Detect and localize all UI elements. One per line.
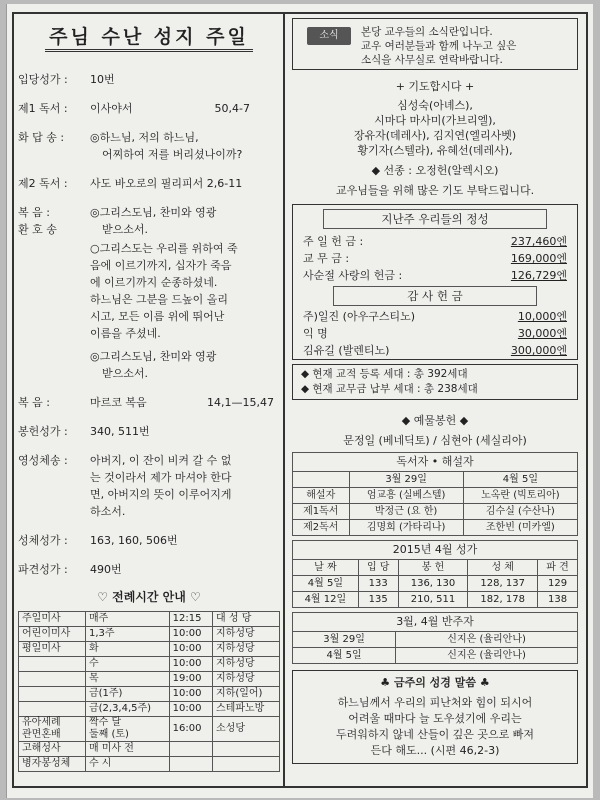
schedule-cell: [19, 672, 86, 687]
schedule-cell: 고해성사: [19, 742, 86, 757]
reader-header: [293, 472, 578, 488]
thanks-row-amount: 30,000엔: [517, 327, 567, 340]
schedule-cell: 10:00: [169, 687, 212, 702]
schedule-row: [19, 657, 280, 672]
reader-cell: 조한빈 (미카엘): [463, 520, 577, 536]
reader-table: [292, 471, 578, 536]
schedule-cell: 금(2,3,4,5주): [85, 702, 169, 717]
hymn-cell: 182, 178: [468, 592, 538, 608]
schedule-cell: [169, 742, 212, 757]
offering-row-amount: 237,460엔: [510, 235, 567, 248]
offering-row-label: 주 일 헌 금 :: [303, 235, 364, 248]
schedule-cell: 금(1주): [85, 687, 169, 702]
schedule-cell: [19, 657, 86, 672]
hymn-header: [293, 560, 578, 576]
schedule-row: [19, 687, 280, 702]
offering-row: [293, 233, 577, 250]
news-box: 소식 본당 교우들의 소식란입니다. 교우 여러분들과 함께 나누고 싶은 소식을 사무실로 연락바랍니다.: [292, 18, 578, 70]
reader-header-cell: 4월 5일: [463, 472, 577, 488]
communion-antiphon: 영성체송 : 아버지, 이 잔이 비켜 갈 수 없 는 것이라서 제가 마셔야 한다 면, 아버지의 뜻이 이루어지게 하소서.: [18, 454, 232, 518]
recessional-hymn: 파견성가 : 490번: [18, 563, 122, 576]
schedule-cell: 매 미사 전: [85, 742, 169, 757]
schedule-table: [18, 611, 280, 772]
hymn-header-cell: 파 견: [538, 560, 578, 576]
hymn-cell: 135: [358, 592, 398, 608]
schedule-cell: 지하성당: [213, 657, 280, 672]
offering-row-amount: 169,000엔: [510, 252, 567, 265]
hymn-row: [293, 592, 578, 608]
schedule-cell: 1,3주: [85, 627, 169, 642]
schedule-cell: 어린이미사: [19, 627, 86, 642]
hymn-cell: 128, 137: [468, 576, 538, 592]
schedule-cell: 지하(일어): [213, 687, 280, 702]
schedule-row: [19, 672, 280, 687]
schedule-row: [19, 642, 280, 657]
schedule-cell: 10:00: [169, 627, 212, 642]
schedule-cell: 스테파노방: [213, 702, 280, 717]
reader-row: [293, 504, 578, 520]
household-box: ◆ 현재 교적 등록 세대 : 총 392세대 ◆ 현재 교무금 납부 세대 : 총 238세대: [292, 364, 578, 400]
thanks-row-amount: 300,000엔: [510, 344, 567, 357]
communion-hymn: 성체성가 : 163, 160, 506번: [18, 534, 178, 547]
thanks-row-label: 주)일진 (아우구스티노): [303, 310, 416, 323]
bible-box: ♣ 금주의 성경 말씀 ♣ 하느님께서 우리의 피난처와 힘이 되시어 어려울 때마다 늘 도우셨기에 우리는 두려워하지 않네 산들이 깊은 곳으로 빠져 든다 해도... (시편 46,2-3): [292, 670, 578, 764]
schedule-title: ♡ 전례시간 안내 ♡: [97, 590, 201, 604]
thanks-row: [293, 308, 577, 325]
first-reading: 제1 독서 : 이사야서 50,4-7: [18, 102, 250, 115]
schedule-cell: 수: [85, 657, 169, 672]
reader-row: [293, 488, 578, 504]
schedule-cell: [19, 687, 86, 702]
reader-cell: 제2독서: [293, 520, 350, 536]
schedule-cell: [19, 702, 86, 717]
hymn-header-cell: 성 체: [468, 560, 538, 576]
reader-header-cell: [293, 472, 350, 488]
schedule-row: [19, 757, 280, 772]
hymn-cell: 210, 511: [398, 592, 468, 608]
organist-cell: 4월 5일: [293, 648, 396, 664]
reader-cell: 엄교흥 (실베스텔): [349, 488, 463, 504]
hymn-cell: 129: [538, 576, 578, 592]
reader-heading: 독서자 • 해설자: [292, 452, 578, 471]
schedule-cell: 화: [85, 642, 169, 657]
schedule-cell: 16:00: [169, 717, 212, 742]
schedule-cell: 19:00: [169, 672, 212, 687]
offertory-hymn: 봉헌성가 : 340, 511번: [18, 425, 150, 438]
prayer-list: 심성숙(아녜스), 시마다 마사미(가브리엘), 장유자(데레사), 김지연(엘리사벳) 황기자(스텔라), 유혜선(데레사), ◆ 선종 : 오정헌(알렉시오) 교우님들을 위해 많은 기도 부탁드립니다.: [335, 99, 535, 197]
thanks-row-label: 김유길 (발렌티노): [303, 344, 390, 357]
entrance-hymn: 입당성가 : 10번: [18, 73, 115, 86]
hymn-cell: 133: [358, 576, 398, 592]
organist-heading: 3월, 4월 반주자: [292, 612, 578, 631]
offertory-heading: ◆ 예물봉헌 ◆: [401, 414, 469, 427]
reader-cell: 노옥란 (빅토리아): [463, 488, 577, 504]
schedule-cell: [213, 742, 280, 757]
hymn-header-cell: 입 당: [358, 560, 398, 576]
offering-row-label: 교 무 금 :: [303, 252, 350, 265]
offering-row: [293, 267, 577, 284]
offertory-names: 문정일 (베네딕토) / 심현아 (세실리아): [343, 434, 527, 447]
reader-cell: 제1독서: [293, 504, 350, 520]
reader-cell: 김수실 (수산나): [463, 504, 577, 520]
schedule-cell: 소성당: [213, 717, 280, 742]
reader-cell: 해설자: [293, 488, 350, 504]
page-title: 주님 수난 성지 주일: [18, 22, 280, 49]
hymn-table: [292, 559, 578, 608]
offering-row-label: 사순절 사랑의 헌금 :: [303, 269, 403, 282]
hymn-cell: 4월 12일: [293, 592, 359, 608]
organist-cell: 3월 29일: [293, 632, 396, 648]
schedule-cell: 10:00: [169, 657, 212, 672]
hymn-row: [293, 576, 578, 592]
schedule-cell: 지하성당: [213, 627, 280, 642]
schedule-cell: 평일미사: [19, 642, 86, 657]
organist-row: [293, 632, 578, 648]
prayer-heading: + 기도합시다 +: [395, 80, 475, 93]
offering-box: 지난주 우리들의 정성 주 일 헌 금 : 237,460엔 교 무 금 : 169,000엔 사순절 사랑의 헌금 : 126,729엔 감 사 헌 금 주)일진 (아우구스티노) 10,000엔 익 명 30,000엔 김유길 (발렌티노) 300,000엔: [292, 204, 578, 360]
schedule-row: [19, 742, 280, 757]
schedule-cell: 10:00: [169, 642, 212, 657]
schedule-cell: 10:00: [169, 702, 212, 717]
reader-row: [293, 520, 578, 536]
schedule-cell: 목: [85, 672, 169, 687]
schedule-cell: 대 성 당: [213, 612, 280, 627]
column-divider: [283, 12, 285, 786]
reader-cell: 김명희 (가타리나): [349, 520, 463, 536]
schedule-cell: 매주: [85, 612, 169, 627]
reader-cell: 박정근 (요 한): [349, 504, 463, 520]
reader-header-cell: 3월 29일: [349, 472, 463, 488]
hymn-cell: 4월 5일: [293, 576, 359, 592]
schedule-cell: 수 시: [85, 757, 169, 772]
organist-row: [293, 648, 578, 664]
thanks-row: [293, 342, 577, 359]
gospel: 복 음 : 마르코 복음 14,1—15,47: [18, 396, 274, 409]
schedule-cell: [213, 757, 280, 772]
thanks-row-label: 익 명: [303, 327, 328, 340]
hymn-header-cell: 날 짜: [293, 560, 359, 576]
organist-table: [292, 631, 578, 664]
hymn-cell: 138: [538, 592, 578, 608]
liturgy-column: [18, 16, 280, 772]
news-icon: 소식: [307, 27, 351, 45]
schedule-cell: 12:15: [169, 612, 212, 627]
acclamation-verse: ○그리스도는 우리를 위하여 죽 음에 이르기까지, 십자가 죽음 에 이르기까지 순종하셨네. 하느님은 그분을 드높이 올리 시고, 모든 이름 위에 뛰어난 이름을 주셨네. ◎그리스도님, 찬미와 영광 받으소서.: [90, 242, 238, 380]
thanks-row: [293, 325, 577, 342]
schedule-row: [19, 612, 280, 627]
offering-row-amount: 126,729엔: [510, 269, 567, 282]
schedule-cell: 지하성당: [213, 642, 280, 657]
organist-cell: 신지은 (율리안나): [396, 632, 578, 648]
schedule-cell: 지하성당: [213, 672, 280, 687]
offering-row: [293, 250, 577, 267]
schedule-row: [19, 717, 280, 742]
organist-cell: 신지은 (율리안나): [396, 648, 578, 664]
hymn-header-cell: 봉 헌: [398, 560, 468, 576]
hymn-heading: 2015년 4월 성가: [292, 540, 578, 559]
news-column: [290, 16, 580, 764]
responsorial-psalm: 화 답 송 : ◎하느님, 저의 하느님, 어찌하여 저를 버리셨나이까?: [18, 131, 243, 161]
schedule-row: [19, 627, 280, 642]
schedule-cell: 병자봉성체: [19, 757, 86, 772]
schedule-row: [19, 702, 280, 717]
schedule-cell: 유아세례 관면혼배: [19, 717, 86, 742]
hymn-cell: 136, 130: [398, 576, 468, 592]
schedule-cell: 주일미사: [19, 612, 86, 627]
second-reading: 제2 독서 : 사도 바오로의 필리피서 2,6-11: [18, 177, 243, 190]
thanks-row-amount: 10,000엔: [517, 310, 567, 323]
schedule-cell: 짝수 달 둘째 (토): [85, 717, 169, 742]
gospel-acclamation: 복 음 : 환 호 송 ◎그리스도님, 찬미와 영광 받으소서.: [18, 206, 217, 236]
schedule-cell: [169, 757, 212, 772]
